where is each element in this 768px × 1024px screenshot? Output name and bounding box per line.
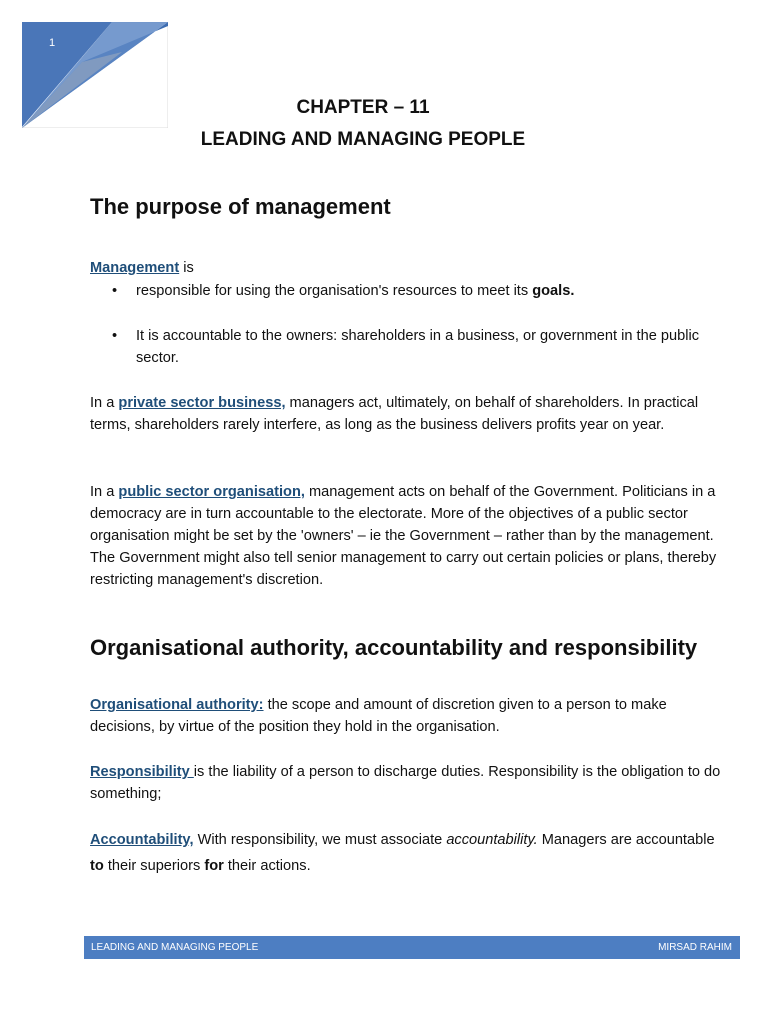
- accountability-paragraph: Accountability, With responsibility, we must associate accountability. Managers are accountable to their superiors for their actions.: [90, 832, 715, 874]
- footer-title: LEADING AND MANAGING PEOPLE: [91, 942, 259, 953]
- private-sector-paragraph: In a private sector business, managers act, ultimately, on behalf of shareholders. In practical terms, shareholders rarely interfere, as long as the business delivers profits year on year.: [90, 395, 699, 433]
- accountability-term[interactable]: Accountability,: [90, 832, 194, 848]
- responsibility-paragraph: Responsibility is the liability of a person to discharge duties. Responsibility is the obligation to do something;: [90, 764, 721, 802]
- management-bullet-list: [90, 280, 730, 302]
- management-term[interactable]: Management: [90, 260, 180, 276]
- page-number: 1: [49, 37, 56, 49]
- page-footer: [84, 936, 740, 959]
- management-text: is: [179, 260, 194, 276]
- authority-paragraph: Organisational authority: the scope and amount of discretion given to a person to make decisions, by virtue of the position they hold in the organisation.: [90, 697, 667, 735]
- management-definition: [90, 257, 730, 279]
- management-bullet-list-2: [90, 325, 730, 369]
- footer-author: MIRSAD RAHIM: [658, 942, 732, 953]
- private-sector-term[interactable]: private sector business,: [118, 395, 286, 411]
- chapter-title: LEADING AND MANAGING PEOPLE: [200, 129, 526, 150]
- bullet-item: • responsible for using the organisation's resources to meet its goals.: [90, 280, 730, 302]
- authority-term[interactable]: Organisational authority:: [90, 697, 264, 713]
- responsibility-term[interactable]: Responsibility: [90, 764, 194, 780]
- section-heading-authority: Organisational authority, accountability and responsibility: [90, 635, 698, 660]
- bullet-item: • It is accountable to the owners: shareholders in a business, or government in the public sector.: [90, 325, 730, 369]
- section-heading-purpose: The purpose of management: [90, 194, 391, 219]
- chapter-number: CHAPTER – 11: [296, 97, 430, 118]
- public-sector-term[interactable]: public sector organisation,: [118, 484, 305, 500]
- public-sector-paragraph: In a public sector organisation, management acts on behalf of the Government. Politicians in a democracy are in turn accountable to the electorate. More of the objectives of a public sector organisation might be set by the 'owners' – ie the Government – rather than by the management. The Government might also tell senior management to carry out certain policies or plans, thereby restricting management's discretion.: [90, 484, 717, 588]
